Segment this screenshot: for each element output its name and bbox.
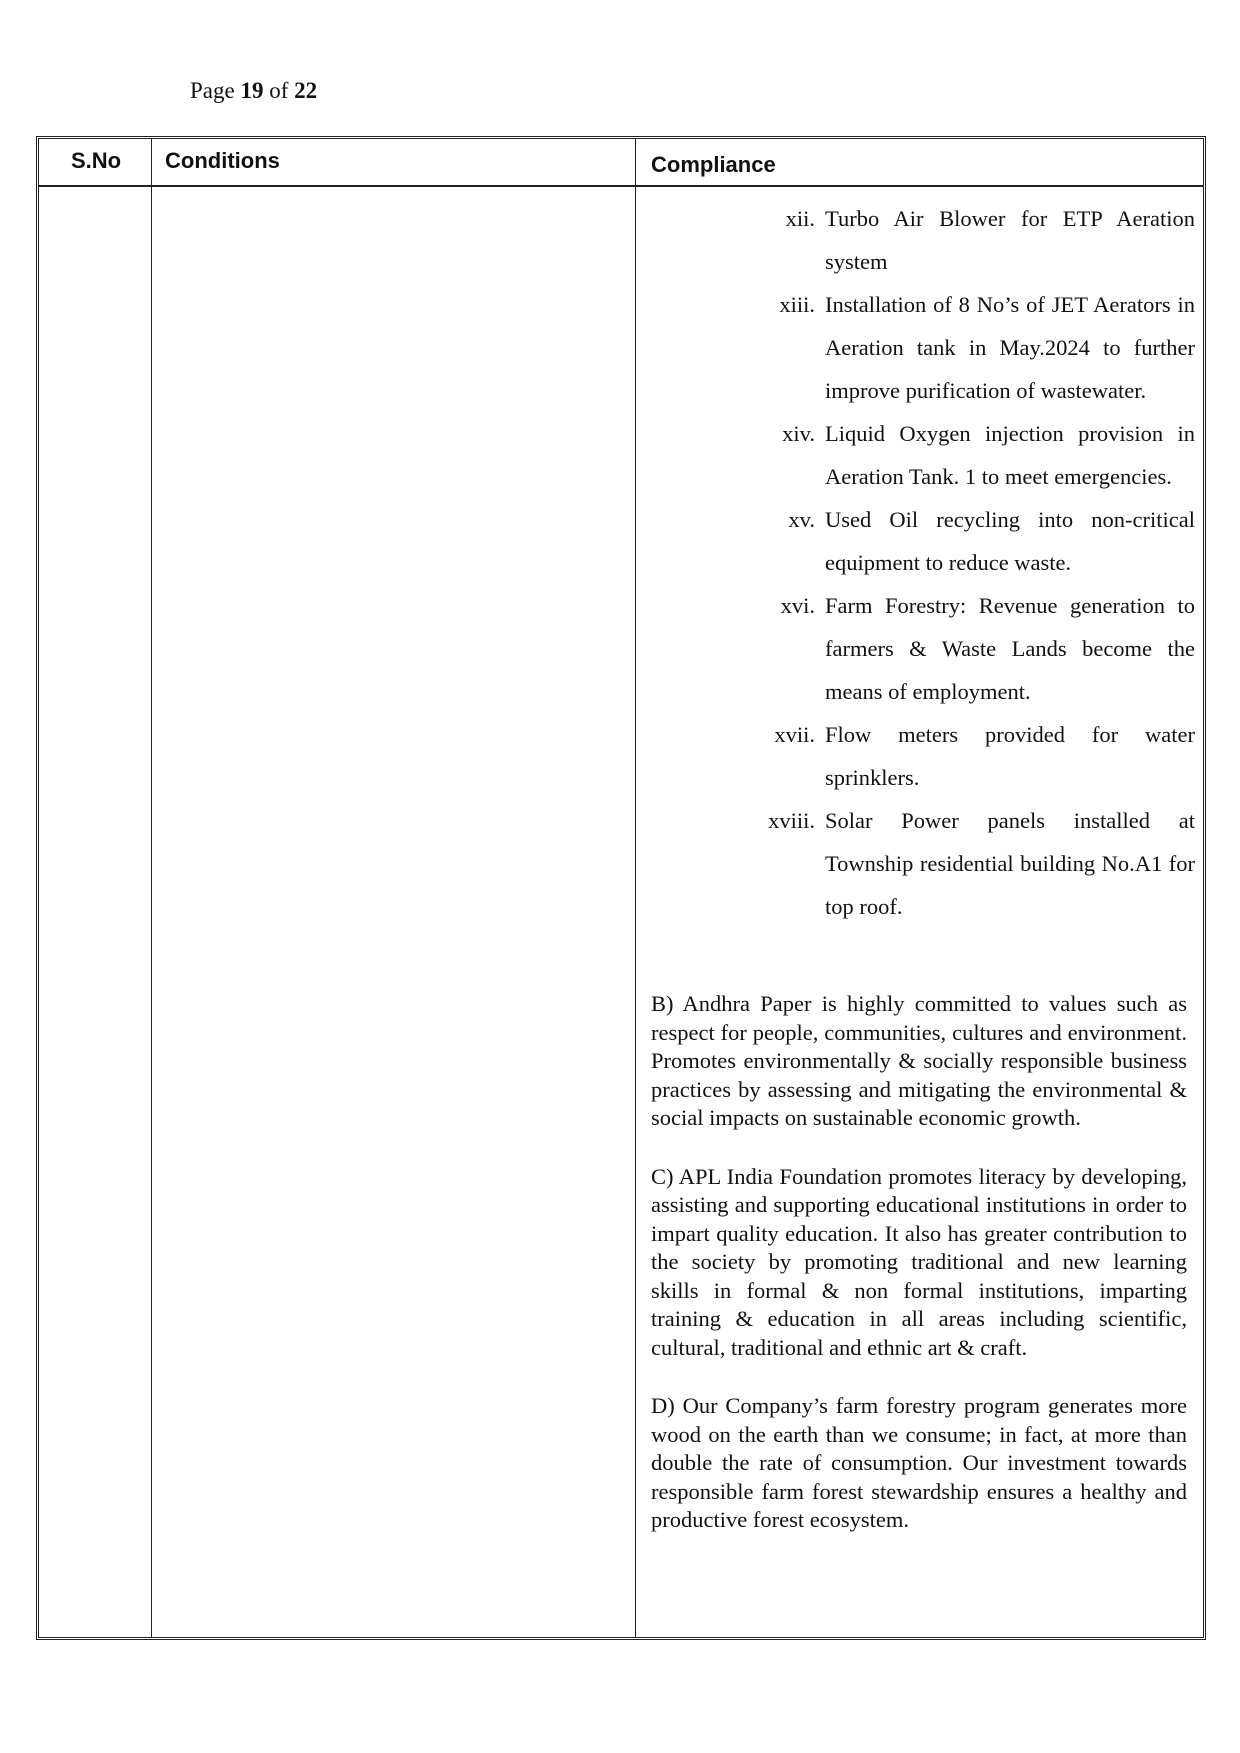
list-item-text: Solar Power panels installed at Township residential building No.A1 for top roof.	[825, 808, 1195, 919]
page-total: 22	[294, 78, 318, 103]
list-item-text: Liquid Oxygen injection provision in Aeration Tank. 1 to meet emergencies.	[825, 421, 1195, 489]
list-item	[645, 498, 1195, 584]
list-item-number: xvii.	[774, 722, 815, 747]
compliance-list	[645, 197, 1195, 928]
paragraph-c: C) APL India Foundation promotes literacy by developing, assisting and supporting educational institutions in order to impart quality education. It also has greater contribution to the society by promoting traditional and new learning skills in formal & non formal institutions, imparting training & education in all areas including scientific, cultural, traditional and ethnic art & craft.	[651, 1163, 1187, 1360]
list-item-text: Installation of 8 No’s of JET Aerators in Aeration tank in May.2024 to further improve purification of wastewater.	[825, 292, 1195, 403]
column-divider-sno	[151, 139, 152, 1637]
list-item-number: xiii.	[779, 292, 815, 317]
list-item-text: Flow meters provided for water sprinklers.	[825, 722, 1195, 790]
list-item	[645, 412, 1195, 498]
list-item-text: Turbo Air Blower for ETP Aeration system	[825, 206, 1195, 274]
header-sno: S.No	[71, 148, 122, 173]
list-item-number: xiv.	[782, 421, 815, 446]
list-item-number: xviii.	[768, 808, 815, 833]
list-item	[645, 283, 1195, 412]
list-item-number: xv.	[788, 507, 815, 532]
compliance-table	[36, 136, 1206, 1640]
header-conditions: Conditions	[165, 148, 280, 173]
page-current: 19	[240, 78, 264, 103]
list-item-text: Used Oil recycling into non-critical equipment to reduce waste.	[825, 507, 1195, 575]
list-item-number: xvi.	[780, 593, 815, 618]
page-label-prefix: Page	[190, 78, 241, 103]
list-item	[645, 584, 1195, 713]
list-item-text: Farm Forestry: Revenue generation to farmers & Waste Lands become the means of employment.	[825, 593, 1195, 704]
list-item	[645, 799, 1195, 928]
table-header-row	[39, 139, 1203, 187]
list-item-number: xii.	[785, 206, 815, 231]
list-item	[645, 197, 1195, 283]
header-compliance: Compliance	[651, 152, 776, 177]
page-number	[190, 78, 317, 104]
compliance-cell	[645, 187, 1195, 1535]
paragraph-b: B) Andhra Paper is highly committed to values such as respect for people, communities, cultures and environment. Promotes environmentally & socially responsible business practices by assessing and mitigating the environmental & social impacts on sustainable economic growth.	[651, 991, 1187, 1130]
column-divider-conditions	[635, 139, 636, 1637]
page-label-mid: of	[263, 78, 295, 103]
paragraph-d: D) Our Company’s farm forestry program generates more wood on the earth than we consume; in fact, at more than double the rate of consumption. Our investment towards responsible farm forest stewardship ensures a healthy and productive forest ecosystem.	[651, 1393, 1187, 1532]
list-item	[645, 713, 1195, 799]
